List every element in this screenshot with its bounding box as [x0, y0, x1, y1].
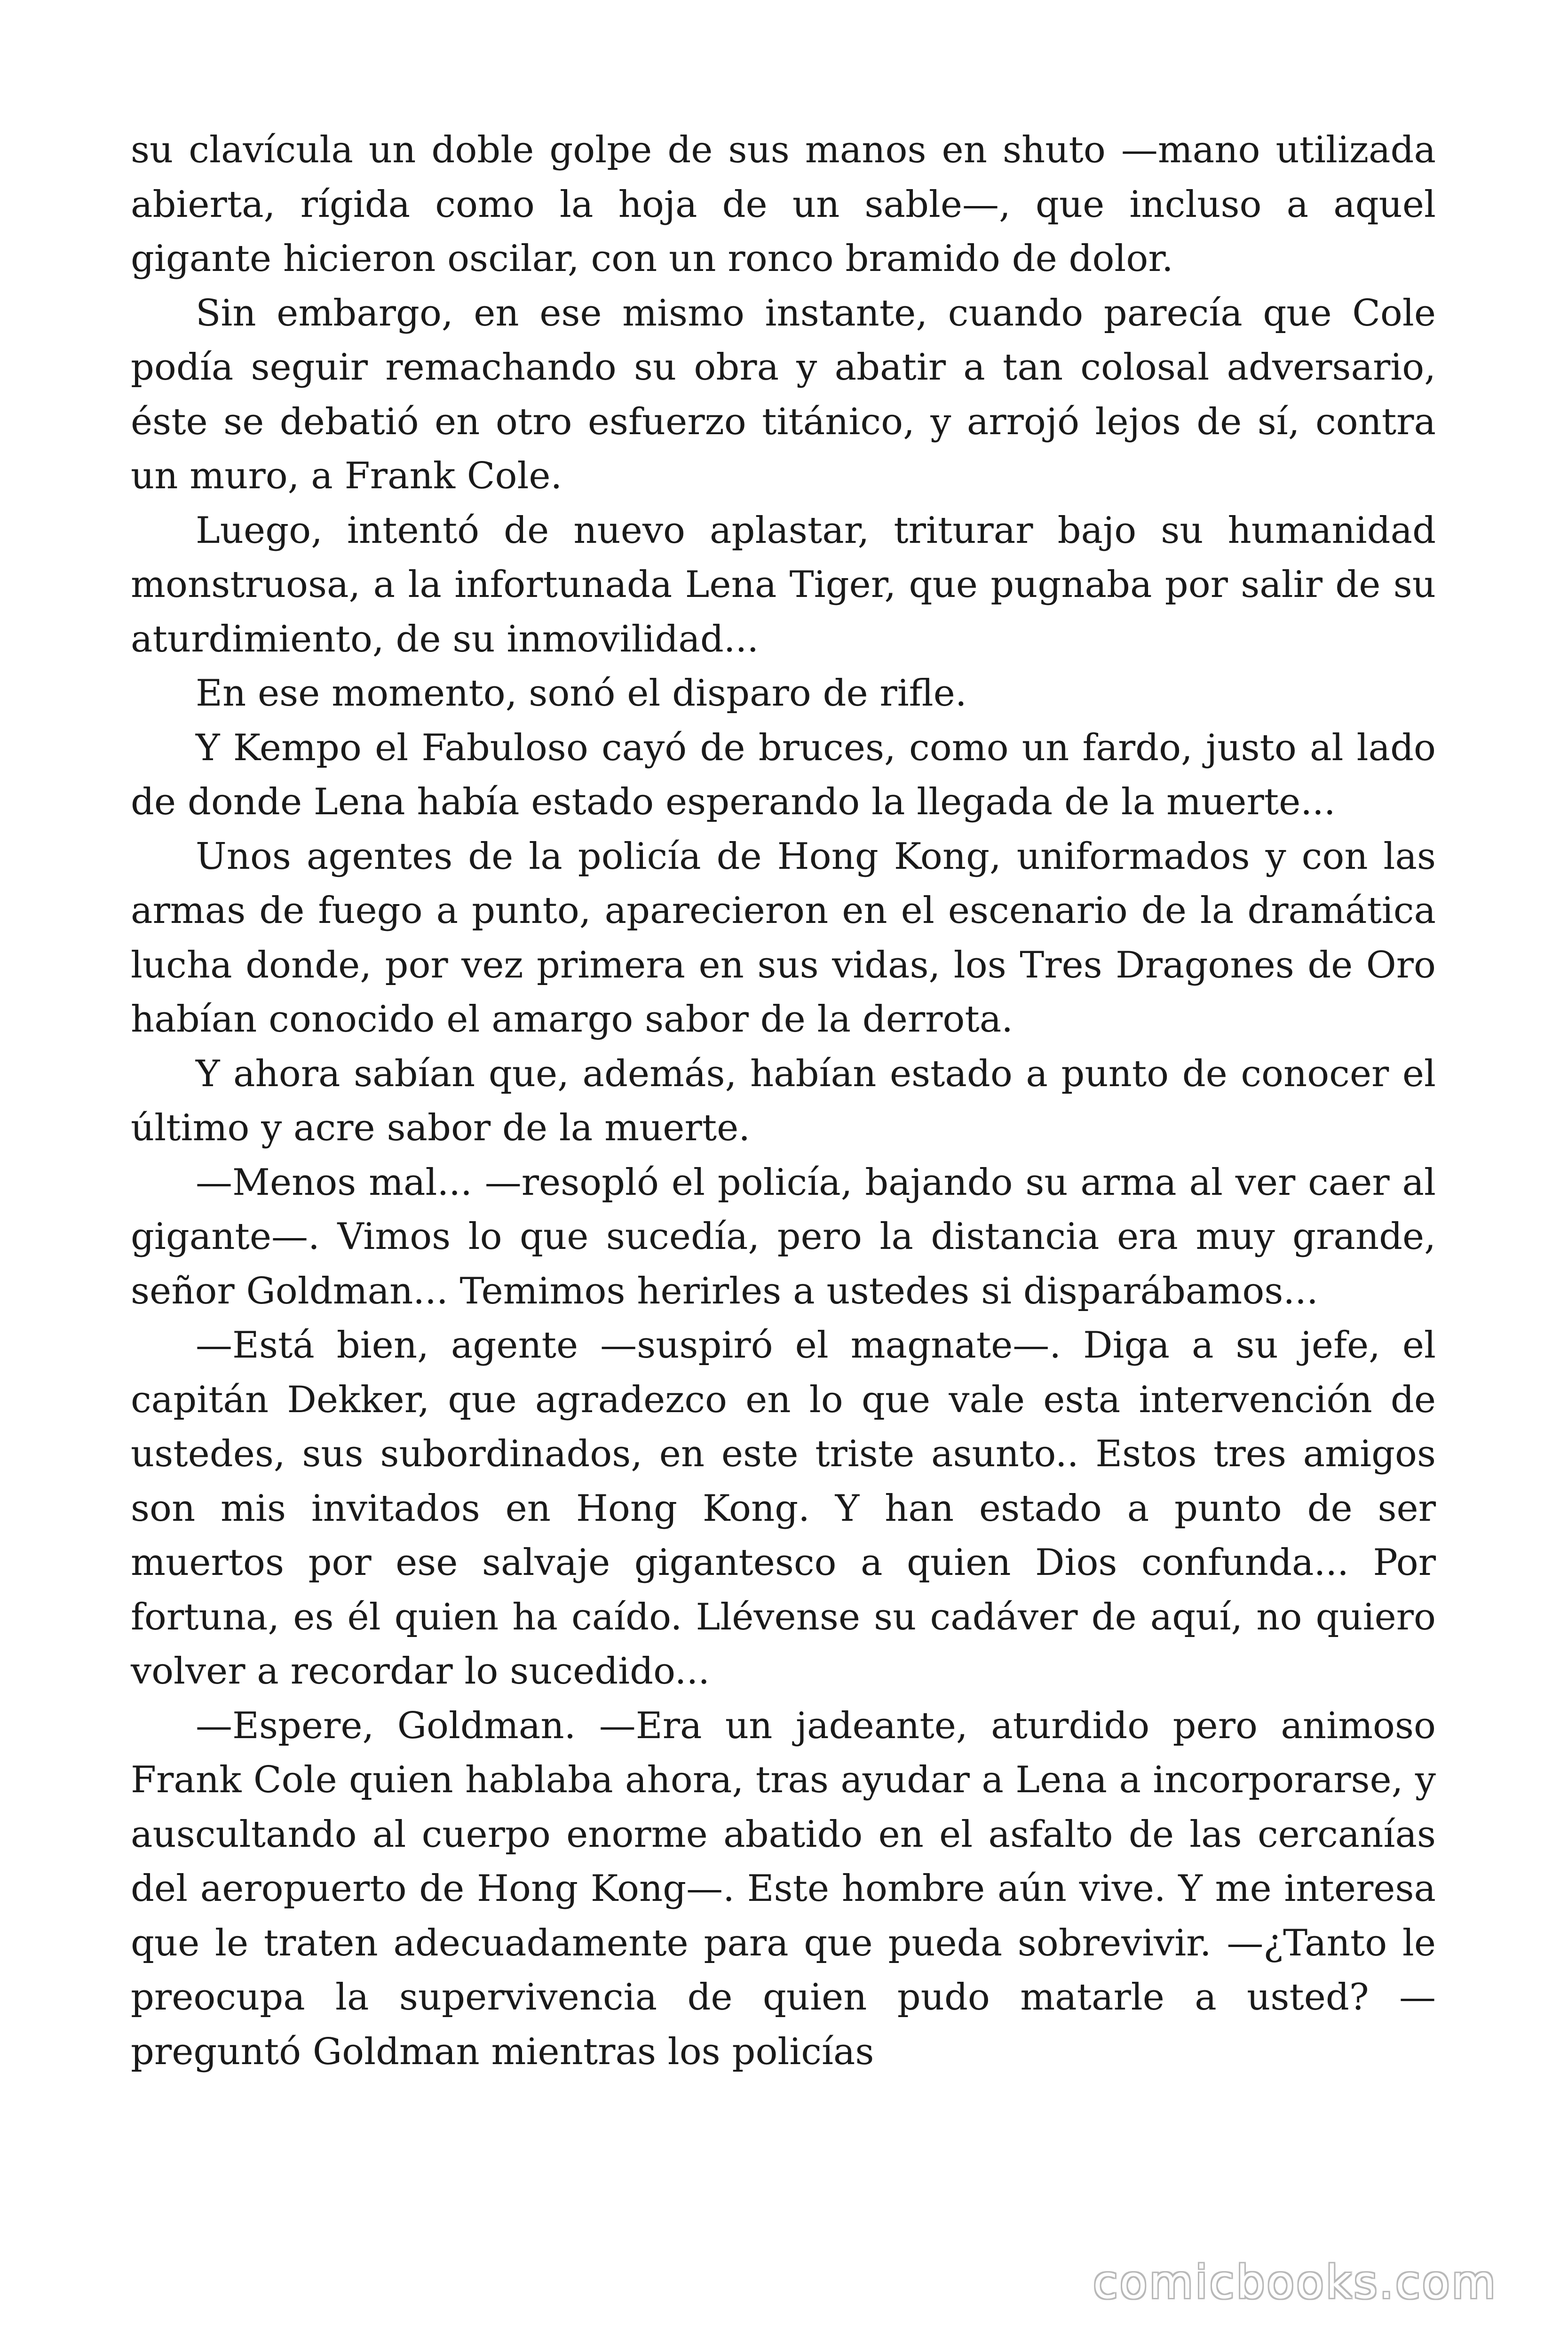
paragraph-7: Y ahora sabían que, además, habían estado a punto de conocer el último y acre sabor de la muerte.: [131, 1052, 1436, 1149]
paragraph-2: Sin embargo, en ese mismo instante, cuando parecía que Cole podía seguir remachando su obra y abatir a tan colosal adversario, éste se debatió en otro esfuerzo titánico, y arrojó lejos de sí, contra un muro, a Frank Cole.: [131, 292, 1436, 497]
paragraph-4: En ese momento, sonó el disparo de rifle.: [196, 672, 967, 715]
paragraph-8: —Menos mal... —resopló el policía, bajando su arma al ver caer al gigante—. Vimos lo que sucedía, pero la distancia era muy grande, señor Goldman... Temimos herirles a ustedes si disparábamos...: [131, 1161, 1436, 1312]
paragraph-1: su clavícula un doble golpe de sus manos en shuto —mano utilizada abierta, rígida como la hoja de un sable—, que incluso a aquel gigante hicieron oscilar, con un ronco bramido de dolor.: [131, 129, 1436, 280]
body-text: [131, 123, 1436, 2079]
paragraph-9: —Está bien, agente —suspiró el magnate—. Diga a su jefe, el capitán Dekker, que agradezco en lo que vale esta intervención de ustedes, sus subordinados, en este triste asunto.. Estos tres amigos son mis invitados en Hong Kong. Y han estado a punto de ser muertos por ese salvaje gigantesco a quien Dios confunda... Por fortuna, es él quien ha caído. Llévense su cadáver de aquí, no quiero volver a recordar lo sucedido...: [131, 1324, 1436, 1692]
watermark-text: comicbooks.com: [1093, 2256, 1497, 2309]
paragraph-5: Y Kempo el Fabuloso cayó de bruces, como un fardo, justo al lado de donde Lena había estado esperando la llegada de la muerte...: [131, 726, 1436, 823]
paragraph-6: Unos agentes de la policía de Hong Kong, uniformados y con las armas de fuego a punto, aparecieron en el escenario de la dramática lucha donde, por vez primera en sus vidas, los Tres Dragones de Oro habían conocido el amargo sabor de la derrota.: [131, 835, 1436, 1041]
paragraph-10: —Espere, Goldman. —Era un jadeante, aturdido pero animoso Frank Cole quien hablaba ahora, tras ayudar a Lena a incorporarse, y auscultando al cuerpo enorme abatido en el asfalto de las cercanías del aeropuerto de Hong Kong—. Este hombre aún vive. Y me interesa que le traten adecuadamente para que pueda sobrevivir. —¿Tanto le preocupa la supervivencia de quien pudo matarle a usted? —preguntó Goldman mientras los policías: [131, 1704, 1436, 2073]
paragraph-3: Luego, intentó de nuevo aplastar, triturar bajo su humanidad monstruosa, a la infortunada Lena Tiger, que pugnaba por salir de su aturdimiento, de su inmovilidad...: [131, 509, 1436, 660]
